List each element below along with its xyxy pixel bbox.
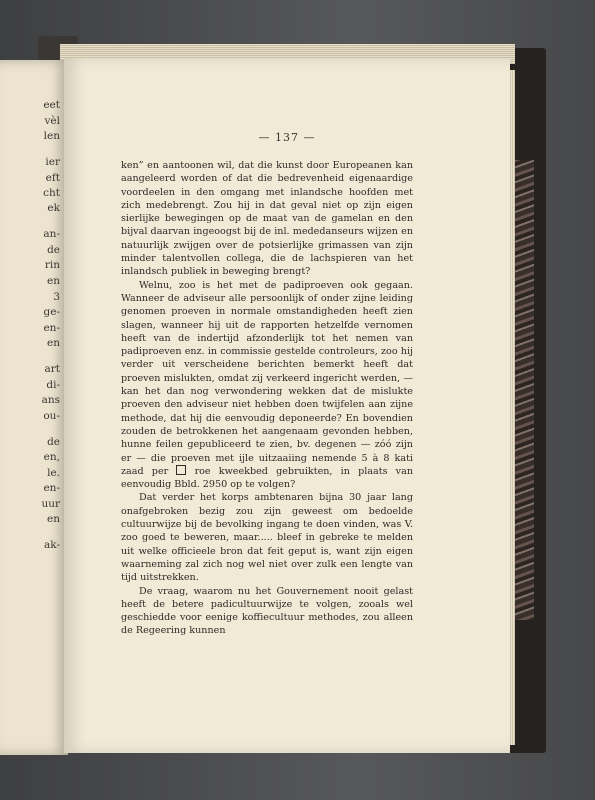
left-page-text-fragment: art — [44, 363, 60, 375]
page-number: — 137 — — [258, 131, 316, 144]
left-page-text-fragment: le. — [47, 467, 60, 479]
left-page-text-fragment: rin — [44, 259, 60, 271]
paragraph: Dat verder het korps ambtenaren bijna 30 jaar lang onafgebroken bezig zou zijn geweest om bedoelde cultuurwijze bij de bevolking ingang te doen vinden, was V. zoo goed te beweren, maar..... bleef in gebreke te melden uit welke officieele bron dat feit geput is, want zijn eigen waarneming zal zich nog wel niet over zulk een lengte van tijd uitstrekken. — [121, 492, 413, 584]
paragraph — [121, 279, 413, 492]
paragraph-text: roe kweekbed gebruikten, in plaats van eenvoudig Bbld. 2950 op te volgen? — [121, 465, 413, 491]
left-page-text-fragment: eft — [45, 172, 60, 184]
left-page-text-fragment: en, — [43, 451, 60, 463]
left-page-text-fragment: en- — [43, 482, 60, 494]
left-page-text-fragment: ak- — [44, 539, 60, 551]
left-page-text-fragment: di- — [46, 379, 60, 391]
left-page-text-fragment: cht — [43, 187, 60, 199]
left-page-text-fragment: ou- — [43, 410, 60, 422]
left-page — [0, 60, 68, 755]
paragraph: ken” en aantoonen wil, dat die kunst door Europeanen kan aangeleerd worden of dat die bedrevenheid eigenaardige voordeelen in den omgang met inlandsche hoofden met zich medebrengt. Zou hij in dat geval niet op zijn eigen sierlijke bewegingen op de maat van de gamelan en den bijval daarvan ingeoogst bij de inl. mededanseurs wijzen en natuurlijk zwijgen over de potsierlijke grimassen van zijn minder talentvollen collega, die de lachspieren van het inlandsch publiek in beweging brengt? — [121, 160, 413, 278]
left-page-text-fragment: en- — [43, 322, 60, 334]
left-page-text-fragment: ier — [45, 156, 60, 168]
paragraph-text: Welnu, zoo is het met de padiproeven ook gegaan. Wanneer de adviseur alle persoonlijk of onder zijne leiding genomen proeven in normale omstandigheden heeft zien slagen, wanneer hij uit de rapporten hetzelfde vernomen heeft van de indertijd afzonderlijk tot het nemen van padiproeven enz. in commissie gestelde controleurs, zoo hij verder uit verscheidene berichten bemerkt heeft dat proeven mislukten, omdat zij verkeerd ingericht werden, — kan het dan nog verwondering wekken dat de mislukte proeven den adviseur niet hebben doen twijfelen aan zijne methode, dat hij die eenvoudig deponeerde? En bovendien zouden de betrokkenen het aangenaam gevonden hebben, hunne feilen gepubliceerd te zien, bv. degenen — zóó zijn er — die proeven met ijle uitzaaiing nemende 5 à 8 kati zaad per — [121, 279, 413, 477]
right-page — [64, 58, 510, 753]
left-page-text-fragment: en — [47, 513, 60, 525]
marbled-edge — [512, 160, 534, 620]
left-page-text-fragment: ans — [41, 394, 60, 406]
left-page-text-fragment: an- — [43, 228, 60, 240]
left-page-text-fragment: de — [47, 436, 60, 448]
left-page-text-fragment: 3 — [53, 291, 60, 303]
left-page-text-fragment: eet — [43, 99, 60, 111]
left-page-text-fragment: vèl — [44, 115, 60, 127]
paragraph: De vraag, waarom nu het Gouvernement nooit gelast heeft de betere padicultuurwijze te volgen, zooals wel geschiedde voor eenige koffiecultuur methodes, zou alleen de Regeering kunnen — [121, 585, 413, 637]
page-text — [121, 159, 413, 638]
left-page-text-fragment: len — [43, 130, 60, 142]
left-page-text-fragment: de — [47, 244, 60, 256]
square-symbol-icon — [176, 465, 186, 475]
left-page-text-fragment: ge- — [43, 306, 60, 318]
left-page-text-fragment: uur — [41, 498, 60, 510]
left-page-text-fragment: ek — [47, 202, 60, 214]
left-page-text-fragment: en — [47, 275, 60, 287]
left-page-text-fragment: en — [47, 337, 60, 349]
